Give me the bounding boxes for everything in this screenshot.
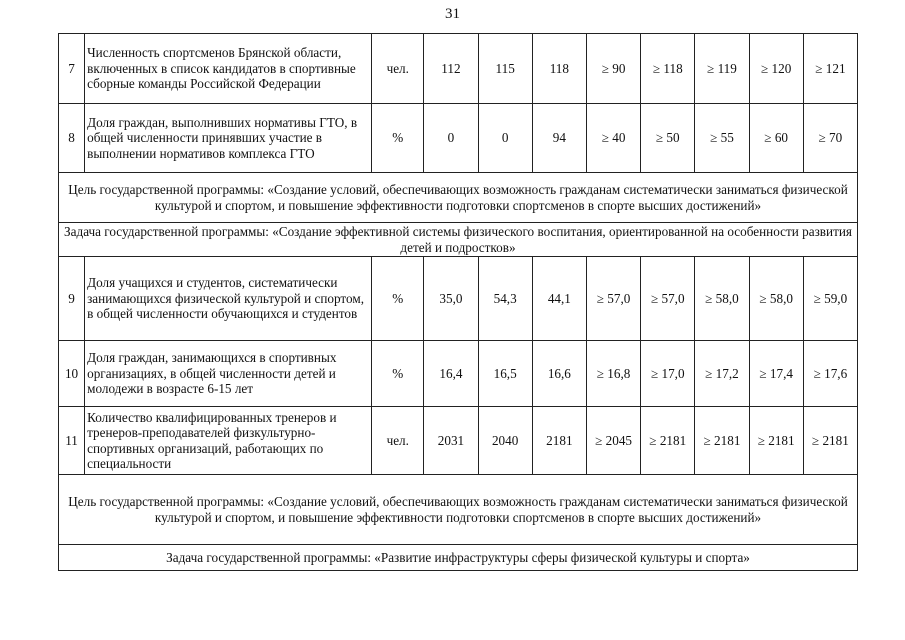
unit-cell: чел. — [372, 34, 424, 104]
value-cell: 44,1 — [532, 257, 586, 341]
row-number: 10 — [59, 341, 85, 407]
indicator-name: Доля граждан, выполнивших нормативы ГТО, в общей численности принявших участие в выполнении нормативов комплекса ГТО — [85, 104, 372, 173]
value-cell: 2040 — [478, 407, 532, 475]
value-cell: 2181 — [532, 407, 586, 475]
table-row — [59, 34, 858, 104]
indicator-name: Доля граждан, занимающихся в спортивных организациях, в общей численности детей и молодежи в возрасте 6-15 лет — [85, 341, 372, 407]
table-row — [59, 104, 858, 173]
value-cell: ≥ 119 — [695, 34, 749, 104]
value-cell: 16,5 — [478, 341, 532, 407]
value-cell: ≥ 2181 — [641, 407, 695, 475]
indicator-name: Численность спортсменов Брянской области, включенных в список кандидатов в спортивные сборные команды Российской Федерации — [85, 34, 372, 104]
value-cell: 35,0 — [424, 257, 478, 341]
value-cell: ≥ 17,6 — [803, 341, 857, 407]
section-heading: Цель государственной программы: «Создание условий, обеспечивающих возможность гражданам систематически заниматься физической культурой и спортом, и повышение эффективности подготовки спортсменов в спорте высших достижений» — [59, 475, 858, 545]
table-row — [59, 341, 858, 407]
value-cell: 54,3 — [478, 257, 532, 341]
value-cell: ≥ 120 — [749, 34, 803, 104]
value-cell: ≥ 58,0 — [749, 257, 803, 341]
value-cell: ≥ 90 — [586, 34, 640, 104]
page-number: 31 — [445, 6, 460, 22]
value-cell: 94 — [532, 104, 586, 173]
value-cell: ≥ 59,0 — [803, 257, 857, 341]
value-cell: ≥ 40 — [586, 104, 640, 173]
value-cell: 0 — [478, 104, 532, 173]
value-cell: ≥ 16,8 — [586, 341, 640, 407]
section-row — [59, 223, 858, 257]
value-cell: 16,4 — [424, 341, 478, 407]
value-cell: ≥ 17,4 — [749, 341, 803, 407]
value-cell: 112 — [424, 34, 478, 104]
section-row — [59, 173, 858, 223]
value-cell: 0 — [424, 104, 478, 173]
value-cell: ≥ 2045 — [586, 407, 640, 475]
value-cell: 16,6 — [532, 341, 586, 407]
section-row — [59, 475, 858, 545]
value-cell: ≥ 57,0 — [586, 257, 640, 341]
value-cell: 118 — [532, 34, 586, 104]
value-cell: ≥ 60 — [749, 104, 803, 173]
section-heading: Задача государственной программы: «Создание эффективной системы физического воспитания, ориентированной на особенности развития детей и подростков» — [59, 223, 858, 257]
value-cell: ≥ 17,0 — [641, 341, 695, 407]
section-row — [59, 545, 858, 571]
unit-cell: % — [372, 341, 424, 407]
row-number: 11 — [59, 407, 85, 475]
unit-cell: % — [372, 104, 424, 173]
table-row — [59, 257, 858, 341]
unit-cell: % — [372, 257, 424, 341]
indicator-name: Доля учащихся и студентов, систематически занимающихся физической культурой и спортом, в общей численности обучающихся и студентов — [85, 257, 372, 341]
value-cell: ≥ 2181 — [803, 407, 857, 475]
table-row — [59, 407, 858, 475]
value-cell: ≥ 121 — [803, 34, 857, 104]
row-number: 8 — [59, 104, 85, 173]
indicators-table — [58, 33, 858, 571]
row-number: 9 — [59, 257, 85, 341]
row-number: 7 — [59, 34, 85, 104]
value-cell: 2031 — [424, 407, 478, 475]
value-cell: ≥ 57,0 — [641, 257, 695, 341]
section-heading: Задача государственной программы: «Развитие инфраструктуры сферы физической культуры и спорта» — [59, 545, 858, 571]
value-cell: ≥ 2181 — [695, 407, 749, 475]
value-cell: ≥ 2181 — [749, 407, 803, 475]
value-cell: ≥ 50 — [641, 104, 695, 173]
value-cell: ≥ 70 — [803, 104, 857, 173]
value-cell: ≥ 58,0 — [695, 257, 749, 341]
unit-cell: чел. — [372, 407, 424, 475]
value-cell: ≥ 118 — [641, 34, 695, 104]
value-cell: ≥ 17,2 — [695, 341, 749, 407]
indicator-name: Количество квалифицированных тренеров и тренеров-преподавателей физкультурно-спортивных организаций, работающих по специальности — [85, 407, 372, 475]
value-cell: ≥ 55 — [695, 104, 749, 173]
value-cell: 115 — [478, 34, 532, 104]
section-heading: Цель государственной программы: «Создание условий, обеспечивающих возможность гражданам систематически заниматься физической культурой и спортом, и повышение эффективности подготовки спортсменов в спорте высших достижений» — [59, 173, 858, 223]
